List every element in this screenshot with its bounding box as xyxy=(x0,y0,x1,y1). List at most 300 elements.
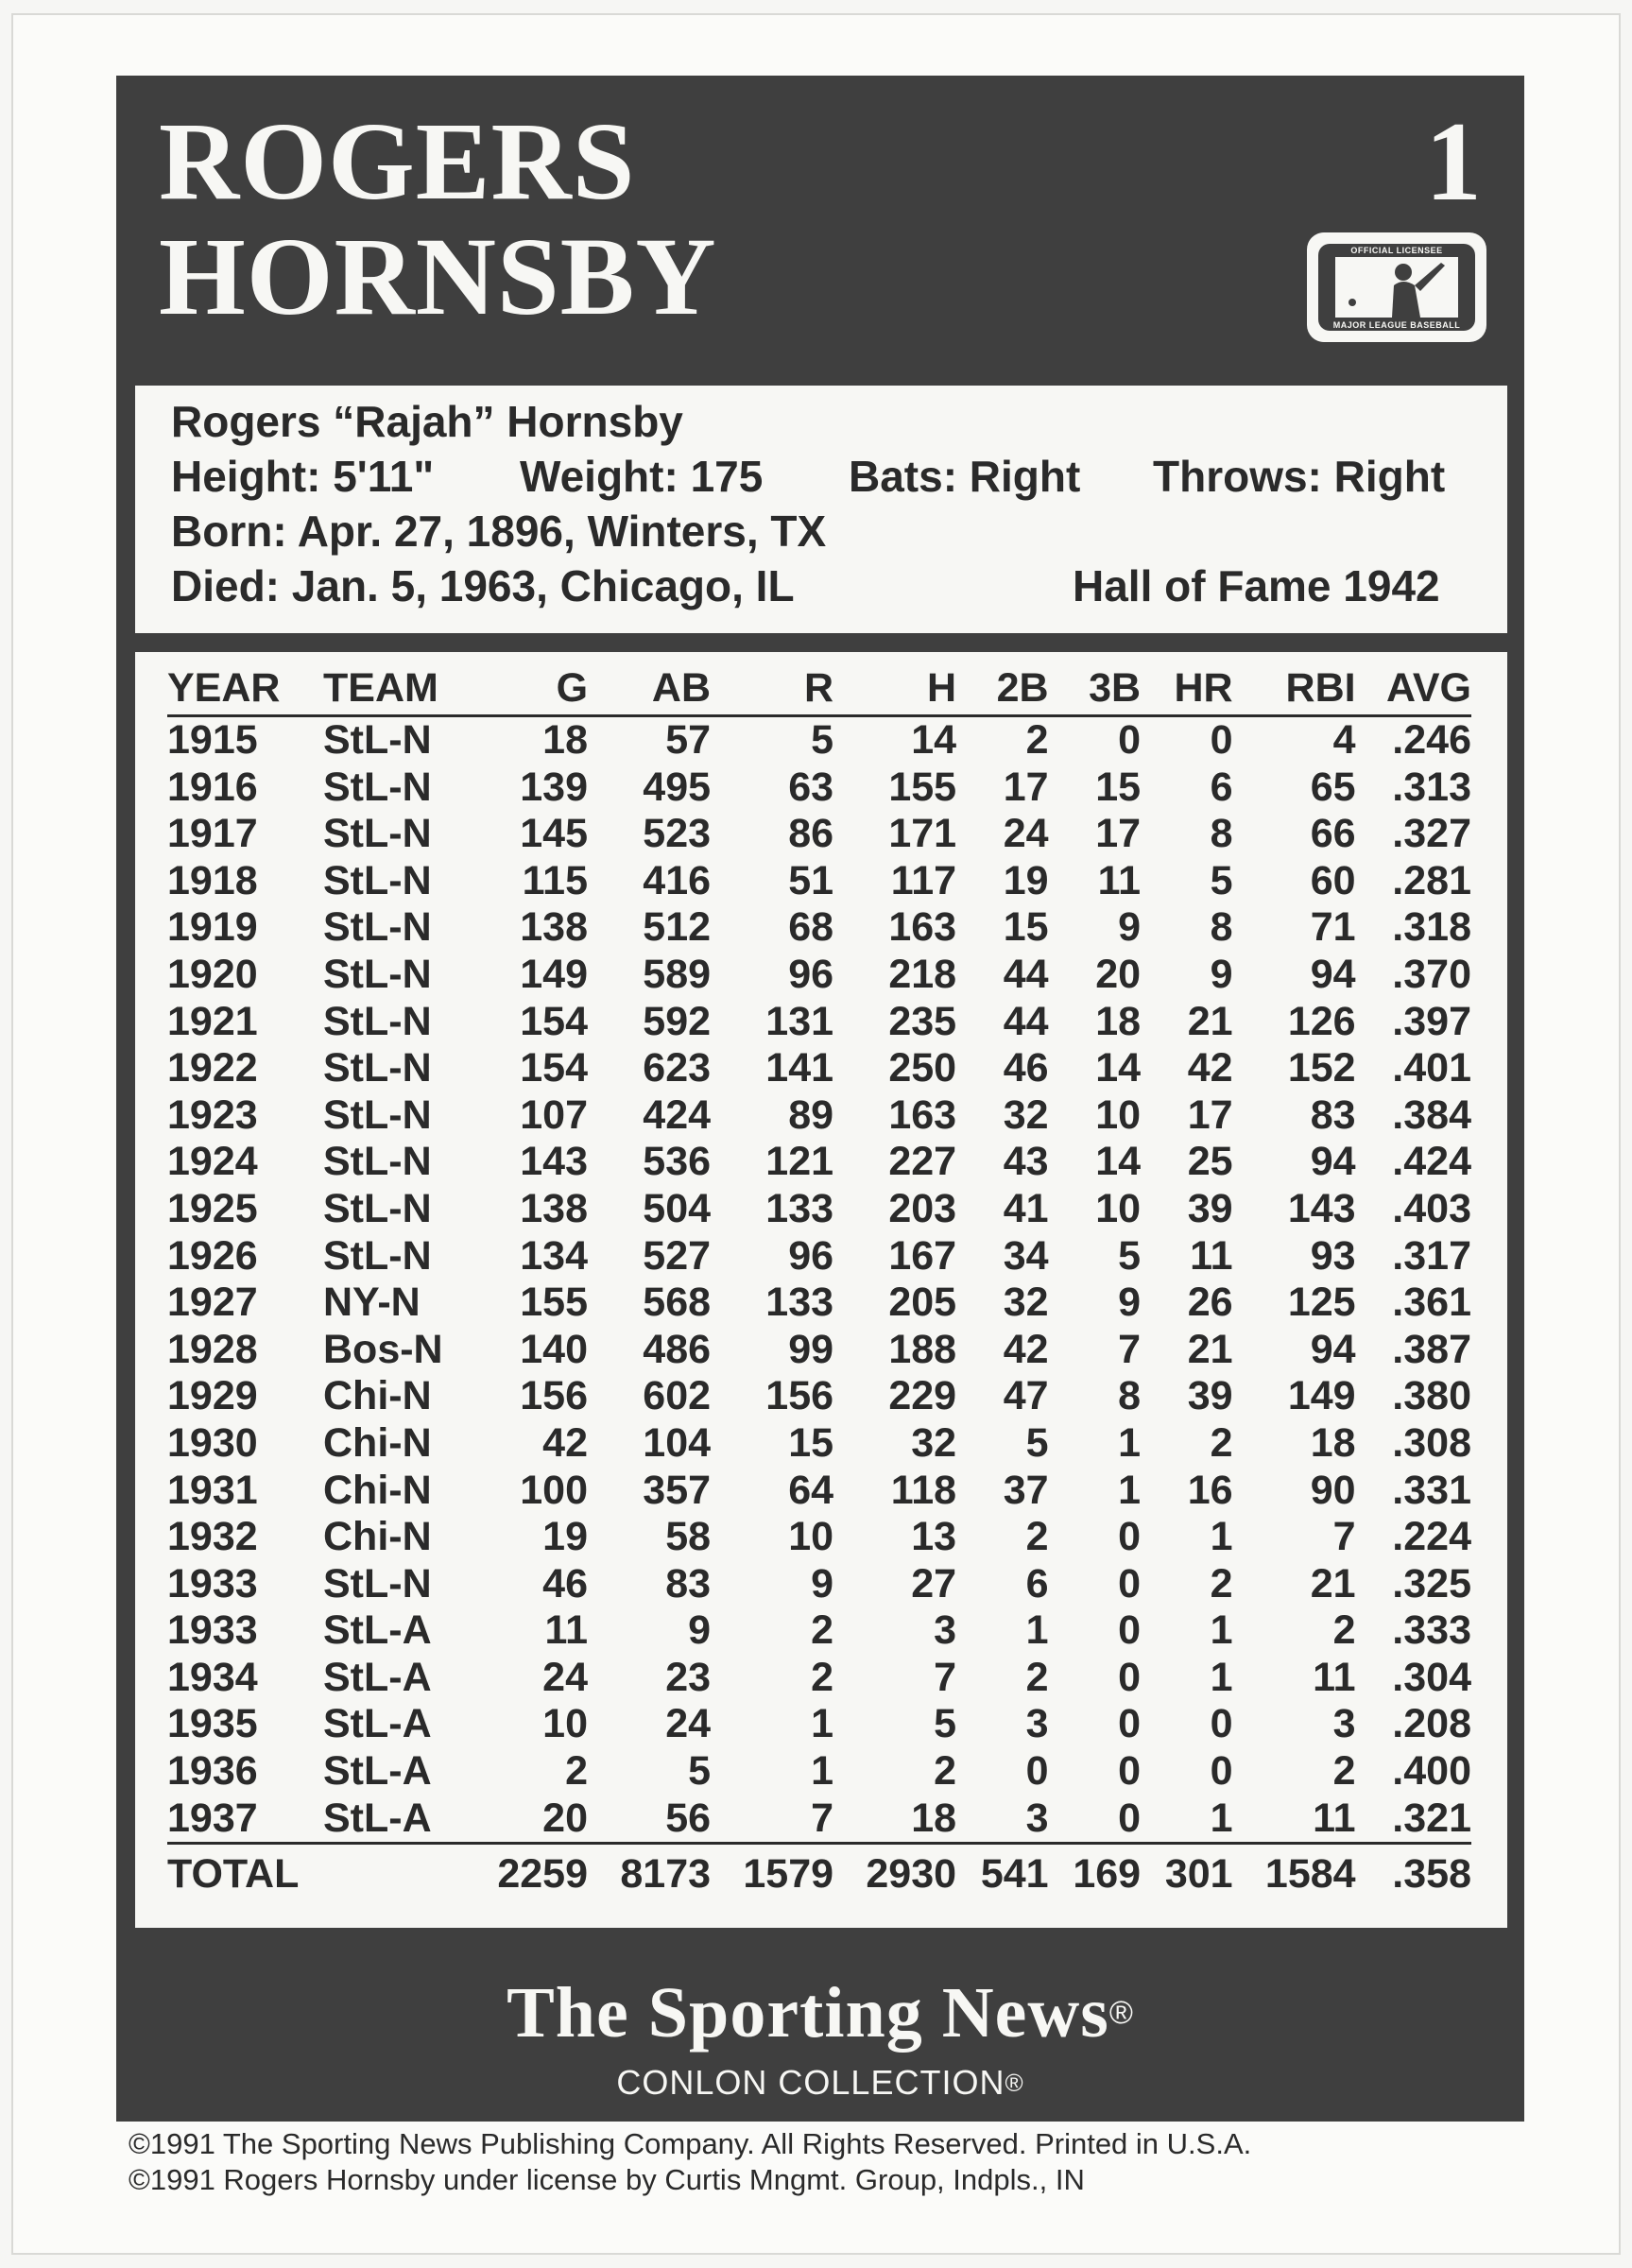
cell-team: StL-N xyxy=(323,1045,432,1091)
cell-team: StL-A xyxy=(323,1701,432,1747)
cell-2b: 17 xyxy=(1003,764,1049,810)
cell-h: 3 xyxy=(934,1607,957,1654)
cell-r: 133 xyxy=(765,1185,834,1231)
cell-rbi: 143 xyxy=(1287,1185,1356,1231)
cell-hr: 8 xyxy=(1210,904,1233,951)
cell-2b: 44 xyxy=(1003,951,1049,997)
cell-year: 1927 xyxy=(167,1280,258,1326)
cell-avg: .317 xyxy=(1392,1232,1471,1279)
cell-ab: 589 xyxy=(643,951,712,997)
stats-row xyxy=(167,1139,1471,1186)
cell-h: 32 xyxy=(911,1419,957,1466)
cell-avg: .313 xyxy=(1392,764,1471,810)
cell-rbi: 7 xyxy=(1332,1514,1356,1560)
cell-hr: 16 xyxy=(1187,1467,1233,1513)
cell-hr: 8 xyxy=(1210,811,1233,857)
bio-full-name: Rogers “Rajah” Hornsby xyxy=(171,397,683,446)
cell-3b: 0 xyxy=(1118,1795,1142,1841)
cell-avg: .281 xyxy=(1392,857,1471,903)
cell-ab: 592 xyxy=(643,998,712,1044)
cell-3b: 7 xyxy=(1118,1326,1142,1372)
stats-row xyxy=(167,1233,1471,1280)
cell-g: 140 xyxy=(520,1326,589,1372)
cell-team: StL-N xyxy=(323,1185,432,1231)
stats-row xyxy=(167,1514,1471,1561)
cell-year: 1915 xyxy=(167,717,258,763)
cell-g: 138 xyxy=(520,1185,589,1231)
cell-rbi: 2 xyxy=(1332,1607,1356,1654)
cell-2b: 0 xyxy=(1025,1748,1049,1795)
cell-g: 138 xyxy=(520,904,589,951)
cell-2b: 32 xyxy=(1003,1091,1049,1138)
col-header-g: G xyxy=(465,662,588,716)
cell-rbi: 125 xyxy=(1287,1280,1356,1326)
stats-total-row xyxy=(167,1844,1471,1904)
cell-h: 27 xyxy=(911,1560,957,1606)
player-name xyxy=(159,99,717,338)
cell-2b: 6 xyxy=(1025,1560,1049,1606)
cell-hr: 25 xyxy=(1187,1139,1233,1185)
cell-r: 68 xyxy=(788,904,834,951)
cell-r: 1 xyxy=(811,1701,834,1747)
col-header-2b: 2B xyxy=(956,662,1049,716)
cell-r: 156 xyxy=(765,1373,834,1419)
cell-r: 1 xyxy=(811,1748,834,1795)
cell-rbi: 65 xyxy=(1310,764,1356,810)
cell-3b: 0 xyxy=(1118,1701,1142,1747)
cell-h: 118 xyxy=(890,1467,957,1513)
logo-top-text: OFFICIAL LICENSEE xyxy=(1350,246,1443,255)
cell-h: 163 xyxy=(888,904,957,951)
cell-g: 10 xyxy=(542,1701,589,1747)
cell-h: 14 xyxy=(911,717,957,763)
cell-avg: .246 xyxy=(1392,717,1471,763)
cell-year: 1931 xyxy=(167,1467,258,1513)
cell-h: 229 xyxy=(888,1373,957,1419)
cell-rbi: 94 xyxy=(1310,1326,1356,1372)
cell-3b: 1 xyxy=(1118,1467,1142,1513)
cell-year: 1928 xyxy=(167,1326,258,1372)
cell-2b: 34 xyxy=(1003,1232,1049,1279)
cell-avg: .325 xyxy=(1392,1560,1471,1606)
cell-g: 134 xyxy=(520,1232,589,1279)
cell-g: 154 xyxy=(520,1045,589,1091)
cell-ab: 58 xyxy=(665,1514,712,1560)
cell-3b: 0 xyxy=(1118,717,1142,763)
cell-3b: 8 xyxy=(1118,1373,1142,1419)
stats-row xyxy=(167,1607,1471,1655)
bio-hall-of-fame: Hall of Fame 1942 xyxy=(1073,561,1440,610)
cell-h: 227 xyxy=(888,1139,957,1185)
cell-hr: 17 xyxy=(1187,1091,1233,1138)
cell-2b: 24 xyxy=(1003,811,1049,857)
player-first-name: ROGERS xyxy=(159,99,636,223)
cell-h: 171 xyxy=(888,811,957,857)
cell-2b: 2 xyxy=(1025,1654,1049,1700)
cell-g: 154 xyxy=(520,998,589,1044)
cell-year: 1919 xyxy=(167,904,258,951)
cell-h: 18 xyxy=(911,1795,957,1841)
cell-ab: 512 xyxy=(643,904,712,951)
cell-rbi: 152 xyxy=(1287,1045,1356,1091)
cell-hr: 2 xyxy=(1210,1560,1233,1606)
cell-avg: .361 xyxy=(1392,1280,1471,1326)
sporting-news-logo xyxy=(116,1970,1524,2055)
cell-3b: 0 xyxy=(1118,1654,1142,1700)
cell-2b: 43 xyxy=(1003,1139,1049,1185)
cell-team: StL-N xyxy=(323,811,432,857)
cell-avg: .387 xyxy=(1392,1326,1471,1372)
cell-3b: 18 xyxy=(1095,998,1142,1044)
cell-r: 51 xyxy=(788,857,834,903)
cell-team: StL-N xyxy=(323,717,432,763)
cell-2b: 46 xyxy=(1003,1045,1049,1091)
cell-team: StL-N xyxy=(323,998,432,1044)
cell-3b: 10 xyxy=(1095,1091,1142,1138)
bio-weight: Weight: 175 xyxy=(520,452,764,501)
cell-avg: .370 xyxy=(1392,951,1471,997)
stats-header-row xyxy=(167,662,1471,716)
stats-row xyxy=(167,1186,1471,1233)
cell-team: StL-N xyxy=(323,857,432,903)
cell-h: 188 xyxy=(888,1326,957,1372)
cell-ab: 424 xyxy=(643,1091,712,1138)
cell-2b: 15 xyxy=(1003,904,1049,951)
mlb-licensee-logo xyxy=(1307,232,1486,342)
collection-name: CONLON COLLECTION xyxy=(616,2063,1005,2102)
stats-row xyxy=(167,1373,1471,1420)
cell-2b: 32 xyxy=(1003,1280,1049,1326)
cell-year: 1934 xyxy=(167,1654,258,1700)
stats-row xyxy=(167,1092,1471,1140)
cell-avg: .397 xyxy=(1392,998,1471,1044)
cell-rbi: 94 xyxy=(1310,951,1356,997)
card-number: 1 xyxy=(1425,98,1482,224)
cell-h: 235 xyxy=(888,998,957,1044)
cell-g: 155 xyxy=(520,1280,589,1326)
bio-height: Height: 5'11" xyxy=(171,452,435,501)
cell-r: 64 xyxy=(788,1467,834,1513)
cell-r: 10 xyxy=(788,1514,834,1560)
cell-3b: 14 xyxy=(1095,1045,1142,1091)
cell-ab: 23 xyxy=(665,1654,712,1700)
cell-g: 107 xyxy=(520,1091,589,1138)
cell-3b: 10 xyxy=(1095,1185,1142,1231)
cell-rbi: 60 xyxy=(1310,857,1356,903)
cell-h: 203 xyxy=(888,1185,957,1231)
cell-g: 145 xyxy=(520,811,589,857)
cell-avg: .400 xyxy=(1392,1748,1471,1795)
cell-year: 1926 xyxy=(167,1232,258,1279)
bio-born: Born: Apr. 27, 1896, Winters, TX xyxy=(171,507,827,556)
cell-year: 1929 xyxy=(167,1373,258,1419)
cell-ab: 104 xyxy=(643,1419,712,1466)
cell-rbi: 3 xyxy=(1332,1701,1356,1747)
cell-team: Chi-N xyxy=(323,1419,432,1466)
stats-row xyxy=(167,999,1471,1046)
cell-r: 96 xyxy=(788,1232,834,1279)
bio-throws: Throws: Right xyxy=(1153,452,1446,501)
stats-row xyxy=(167,1420,1471,1468)
cell-r: 96 xyxy=(788,951,834,997)
total-2b: 541 xyxy=(956,1844,1049,1904)
col-header-rbi: RBI xyxy=(1233,662,1356,716)
total-3b: 169 xyxy=(1049,1844,1142,1904)
cell-ab: 56 xyxy=(665,1795,712,1841)
cell-ab: 486 xyxy=(643,1326,712,1372)
cell-team: StL-N xyxy=(323,764,432,810)
cell-h: 13 xyxy=(911,1514,957,1560)
cell-g: 19 xyxy=(542,1514,589,1560)
cell-avg: .327 xyxy=(1392,811,1471,857)
cell-3b: 9 xyxy=(1118,904,1142,951)
stats-row xyxy=(167,716,1471,765)
cell-2b: 19 xyxy=(1003,857,1049,903)
cell-rbi: 4 xyxy=(1332,717,1356,763)
cell-h: 250 xyxy=(888,1045,957,1091)
cell-ab: 9 xyxy=(688,1607,712,1654)
cell-rbi: 149 xyxy=(1287,1373,1356,1419)
total-avg: .358 xyxy=(1356,1844,1471,1904)
brand-name: The Sporting News xyxy=(507,1973,1109,2053)
cell-ab: 416 xyxy=(643,857,712,903)
cell-h: 2 xyxy=(934,1748,957,1795)
cell-year: 1918 xyxy=(167,857,258,903)
cell-hr: 21 xyxy=(1187,1326,1233,1372)
total-rbi: 1584 xyxy=(1233,1844,1356,1904)
cell-year: 1920 xyxy=(167,951,258,997)
cell-2b: 2 xyxy=(1025,1514,1049,1560)
copyright-line-2: ©1991 Rogers Hornsby under license by Curtis Mngmt. Group, Indpls., IN xyxy=(129,2163,1085,2196)
stats-row xyxy=(167,904,1471,952)
cell-avg: .304 xyxy=(1392,1654,1471,1700)
cell-rbi: 66 xyxy=(1310,811,1356,857)
cell-rbi: 126 xyxy=(1287,998,1356,1044)
cell-team: StL-A xyxy=(323,1607,432,1654)
brand-registered-mark: ® xyxy=(1108,1995,1134,2031)
cell-year: 1937 xyxy=(167,1795,258,1841)
stats-row xyxy=(167,811,1471,858)
stats-row xyxy=(167,858,1471,905)
cell-g: 139 xyxy=(520,764,589,810)
cell-ab: 523 xyxy=(643,811,712,857)
cell-rbi: 93 xyxy=(1310,1232,1356,1279)
cell-h: 163 xyxy=(888,1091,957,1138)
bio-died: Died: Jan. 5, 1963, Chicago, IL xyxy=(171,561,795,610)
cell-r: 63 xyxy=(788,764,834,810)
col-header-year: YEAR xyxy=(167,662,323,716)
cell-hr: 26 xyxy=(1187,1280,1233,1326)
cell-team: StL-N xyxy=(323,1232,432,1279)
total-label: TOTAL xyxy=(167,1844,323,1904)
logo-bottom-text: MAJOR LEAGUE BASEBALL xyxy=(1332,320,1461,330)
cell-avg: .380 xyxy=(1392,1373,1471,1419)
col-header-avg: AVG xyxy=(1356,662,1471,716)
cell-team: Chi-N xyxy=(323,1373,432,1419)
batter-silhouette-icon xyxy=(1335,257,1458,318)
stats-row xyxy=(167,1327,1471,1374)
stats-row xyxy=(167,1561,1471,1608)
cell-avg: .401 xyxy=(1392,1045,1471,1091)
cell-g: 156 xyxy=(520,1373,589,1419)
cell-year: 1925 xyxy=(167,1185,258,1231)
cell-year: 1923 xyxy=(167,1091,258,1138)
cell-hr: 21 xyxy=(1187,998,1233,1044)
stats-body xyxy=(167,716,1471,1844)
cell-3b: 0 xyxy=(1118,1560,1142,1606)
cell-hr: 42 xyxy=(1187,1045,1233,1091)
copyright-line-1: ©1991 The Sporting News Publishing Company. All Rights Reserved. Printed in U.S.A. xyxy=(129,2127,1252,2160)
cell-year: 1924 xyxy=(167,1139,258,1185)
cell-3b: 5 xyxy=(1118,1232,1142,1279)
cell-r: 86 xyxy=(788,811,834,857)
stats-row xyxy=(167,1468,1471,1515)
cell-r: 141 xyxy=(765,1045,834,1091)
cell-ab: 527 xyxy=(643,1232,712,1279)
stats-row xyxy=(167,1655,1471,1702)
cell-2b: 37 xyxy=(1003,1467,1049,1513)
cell-g: 24 xyxy=(542,1654,589,1700)
col-header-h: H xyxy=(833,662,956,716)
cell-year: 1922 xyxy=(167,1045,258,1091)
cell-r: 2 xyxy=(811,1607,834,1654)
cell-ab: 5 xyxy=(688,1748,712,1795)
cell-rbi: 71 xyxy=(1310,904,1356,951)
cell-team: StL-N xyxy=(323,951,432,997)
cell-2b: 1 xyxy=(1025,1607,1049,1654)
stats-table xyxy=(167,662,1471,1903)
cell-year: 1930 xyxy=(167,1419,258,1466)
cell-r: 99 xyxy=(788,1326,834,1372)
stats-panel xyxy=(135,652,1507,1928)
cell-3b: 15 xyxy=(1095,764,1142,810)
cell-team: StL-A xyxy=(323,1748,432,1795)
cell-rbi: 18 xyxy=(1310,1419,1356,1466)
cell-r: 15 xyxy=(788,1419,834,1466)
cell-team: StL-A xyxy=(323,1654,432,1700)
cell-hr: 0 xyxy=(1210,1701,1233,1747)
cell-ab: 623 xyxy=(643,1045,712,1091)
cell-3b: 0 xyxy=(1118,1514,1142,1560)
cell-ab: 504 xyxy=(643,1185,712,1231)
stats-row xyxy=(167,1796,1471,1844)
total-r: 1579 xyxy=(711,1844,833,1904)
stats-row xyxy=(167,952,1471,999)
col-header-team: TEAM xyxy=(323,662,465,716)
cell-rbi: 11 xyxy=(1313,1654,1356,1700)
cell-avg: .308 xyxy=(1392,1419,1471,1466)
cell-2b: 2 xyxy=(1025,717,1049,763)
cell-3b: 11 xyxy=(1097,857,1142,903)
cell-hr: 5 xyxy=(1210,857,1233,903)
cell-h: 7 xyxy=(934,1654,957,1700)
cell-avg: .403 xyxy=(1392,1185,1471,1231)
cell-3b: 1 xyxy=(1118,1419,1142,1466)
cell-g: 18 xyxy=(542,717,589,763)
cell-g: 2 xyxy=(565,1748,589,1795)
cell-year: 1932 xyxy=(167,1514,258,1560)
conlon-collection xyxy=(116,2062,1524,2104)
cell-hr: 9 xyxy=(1210,951,1233,997)
cell-2b: 42 xyxy=(1003,1326,1049,1372)
cell-hr: 11 xyxy=(1190,1232,1233,1279)
cell-team: Chi-N xyxy=(323,1467,432,1513)
cell-avg: .424 xyxy=(1392,1139,1471,1185)
cell-g: 100 xyxy=(520,1467,589,1513)
cell-year: 1933 xyxy=(167,1607,258,1654)
cell-ab: 24 xyxy=(665,1701,712,1747)
cell-year: 1935 xyxy=(167,1701,258,1747)
cell-hr: 1 xyxy=(1210,1514,1233,1560)
cell-team: StL-N xyxy=(323,1091,432,1138)
cell-r: 9 xyxy=(811,1560,834,1606)
total-hr: 301 xyxy=(1141,1844,1233,1904)
cell-2b: 44 xyxy=(1003,998,1049,1044)
stats-row xyxy=(167,765,1471,812)
cell-ab: 602 xyxy=(643,1373,712,1419)
cell-year: 1916 xyxy=(167,764,258,810)
cell-2b: 3 xyxy=(1025,1701,1049,1747)
col-header-3b: 3B xyxy=(1049,662,1142,716)
total-g: 2259 xyxy=(465,1844,588,1904)
cell-r: 5 xyxy=(811,717,834,763)
cell-team: StL-A xyxy=(323,1795,432,1841)
cell-r: 89 xyxy=(788,1091,834,1138)
cell-ab: 357 xyxy=(643,1467,712,1513)
cell-2b: 3 xyxy=(1025,1795,1049,1841)
cell-ab: 83 xyxy=(665,1560,712,1606)
cell-ab: 536 xyxy=(643,1139,712,1185)
cell-hr: 39 xyxy=(1187,1373,1233,1419)
cell-g: 42 xyxy=(542,1419,589,1466)
cell-avg: .321 xyxy=(1392,1795,1471,1841)
cell-rbi: 94 xyxy=(1310,1139,1356,1185)
cell-h: 205 xyxy=(888,1280,957,1326)
cell-3b: 0 xyxy=(1118,1607,1142,1654)
cell-hr: 0 xyxy=(1210,717,1233,763)
total-h: 2930 xyxy=(833,1844,956,1904)
cell-hr: 39 xyxy=(1187,1185,1233,1231)
cell-team: Bos-N xyxy=(323,1326,443,1372)
cell-team: StL-N xyxy=(323,1139,432,1185)
cell-rbi: 2 xyxy=(1332,1748,1356,1795)
cell-year: 1921 xyxy=(167,998,258,1044)
cell-g: 143 xyxy=(520,1139,589,1185)
cell-r: 131 xyxy=(765,998,834,1044)
cell-hr: 0 xyxy=(1210,1748,1233,1795)
cell-rbi: 11 xyxy=(1313,1795,1356,1841)
cell-2b: 5 xyxy=(1025,1419,1049,1466)
cell-g: 149 xyxy=(520,951,589,997)
cell-r: 133 xyxy=(765,1280,834,1326)
cell-team: StL-N xyxy=(323,904,432,951)
cell-avg: .318 xyxy=(1392,904,1471,951)
cell-ab: 495 xyxy=(643,764,712,810)
cell-3b: 17 xyxy=(1095,811,1142,857)
total-ab: 8173 xyxy=(588,1844,711,1904)
cell-team: StL-N xyxy=(323,1560,432,1606)
cell-3b: 14 xyxy=(1095,1139,1142,1185)
cell-3b: 9 xyxy=(1118,1280,1142,1326)
cell-hr: 1 xyxy=(1210,1654,1233,1700)
cell-hr: 1 xyxy=(1210,1795,1233,1841)
cell-h: 5 xyxy=(934,1701,957,1747)
bio-bats: Bats: Right xyxy=(849,452,1081,501)
cell-year: 1936 xyxy=(167,1748,258,1795)
cell-2b: 41 xyxy=(1003,1185,1049,1231)
mlb-logo-inner xyxy=(1318,244,1475,331)
stats-row xyxy=(167,1701,1471,1748)
